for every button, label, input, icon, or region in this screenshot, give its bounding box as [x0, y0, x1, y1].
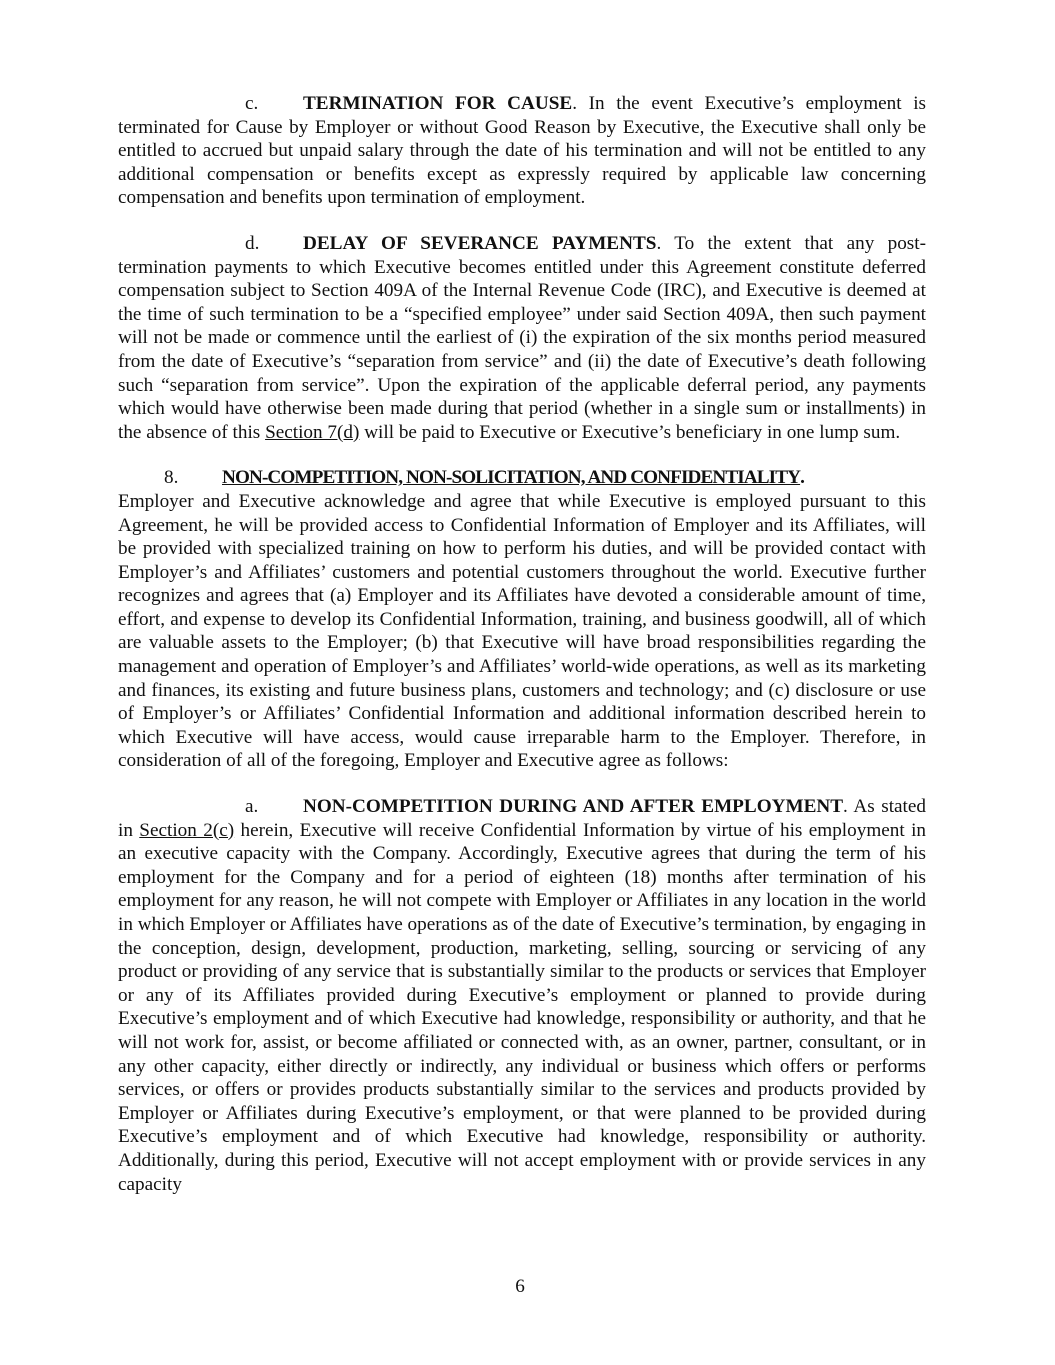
section-8a-text-1: . As stated in	[118, 796, 926, 841]
section-c-paragraph	[118, 92, 926, 210]
section-d-letter: d.	[245, 232, 260, 254]
section-8-heading: NON-COMPETITION, NON-SOLICITATION, AND CONFIDENTIALITY	[222, 467, 801, 489]
section-8a-heading: NON-COMPETITION DURING AND AFTER EMPLOYMENT	[303, 796, 844, 818]
section-8a-text-2: herein, Executive will receive Confidential Information by virtue of his employment in an executive capacity with the Company. Accordingly, Executive agrees that during the term of his employment for the Company and for a period of eighteen (18) months after termination of his employment for any reason, he will not compete with Employer or Affiliates in any location in the world in which Employer or Affiliates have operations as of the date of Executive’s termination, by engaging in the conception, design, development, production, marketing, selling, sourcing or servicing of any product or providing of any service that is substantially similar to the products or services that Employer or any of its Affiliates provided during Executive’s employment or planned to provide during Executive’s employment and of which Executive had knowledge, responsibility or authority, and that he will not work for, assist, or become affiliated or connected with, as an owner, partner, consultant, or in any other capacity, either directly or indirectly, any individual or business which offers or performs services, or offers or provides products substantially similar to the services and products provided by Employer or Affiliates during Executive’s employment, or that were planned to be provided during Executive’s employment and of which Executive had knowledge, responsibility or authority. Additionally, during this period, Executive will not accept employment with or provide services in any capacity	[118, 819, 926, 1195]
section-d-paragraph	[118, 232, 926, 444]
section-8a-letter: a.	[245, 796, 259, 818]
section-d-reference: Section 7(d)	[265, 421, 360, 443]
page-number: 6	[515, 1276, 525, 1297]
section-8a-reference: Section 2(c)	[139, 819, 235, 841]
section-c-letter: c.	[245, 93, 259, 114]
section-8-number: 8.	[164, 467, 179, 489]
section-d-heading: DELAY OF SEVERANCE PAYMENTS	[303, 232, 657, 254]
section-8	[118, 466, 926, 773]
document-page	[118, 92, 926, 1218]
section-8-title-line	[118, 466, 926, 490]
section-d-text-1: . To the extent that any post-termination payments to which Executive becomes entitled under this Agreement constitute deferred compensation subject to Section 409A of the Internal Revenue Code (IRC), and Executive is deemed at the time of such termination to be a “specified employee” under said Section 409A, then such payment will not be made or commence until the earliest of (i) the expiration of the six months period measured from the date of Executive’s “separation from service” and (ii) the date of Executive’s death following such “separation from service”. Upon the expiration of the applicable deferral period, any payments which would have otherwise been made during that period (whether in a single sum or installments) in the absence of this	[118, 232, 926, 443]
section-c-heading: TERMINATION FOR CAUSE	[303, 93, 573, 114]
section-8a-paragraph	[118, 795, 926, 1196]
section-8-heading-period: .	[800, 467, 805, 489]
section-d-text-2: will be paid to Executive or Executive’s beneficiary in one lump sum.	[359, 421, 901, 443]
section-c-text: . In the event Executive’s employment is terminated for Cause by Employer or without Good Reason by Executive, the Executive shall only be entitled to accrued but unpaid salary through the date of his termination and will not be entitled to any additional compensation or benefits except as expressly required by applicable law concerning compensation and benefits upon termination of employment.	[118, 93, 927, 209]
section-8-body: Employer and Executive acknowledge and agree that while Executive is employed pursuant to this Agreement, he will be provided access to Confidential Information of Employer and its Affiliates, will be provided with specialized training on how to perform his duties, and will be provided contact with Employer’s and Affiliates’ customers and potential customers throughout the world. Executive further recognizes and agrees that (a) Employer and its Affiliates have devoted a considerable amount of time, effort, and expense to develop its Confidential Information, training, and business goodwill, all of which are valuable assets to the Employer; (b) that Executive will have broad responsibilities regarding the management and operation of Employer’s and Affiliates’ world-wide operations, as well as its marketing and finances, its existing and future business plans, customers and technology; and (c) disclosure or use of Employer’s or Affiliates’ Confidential Information and additional information described herein to which Executive will have access, would cause irreparable harm to the Employer. Therefore, in consideration of all of the foregoing, Employer and Executive agree as follows:	[118, 490, 926, 772]
